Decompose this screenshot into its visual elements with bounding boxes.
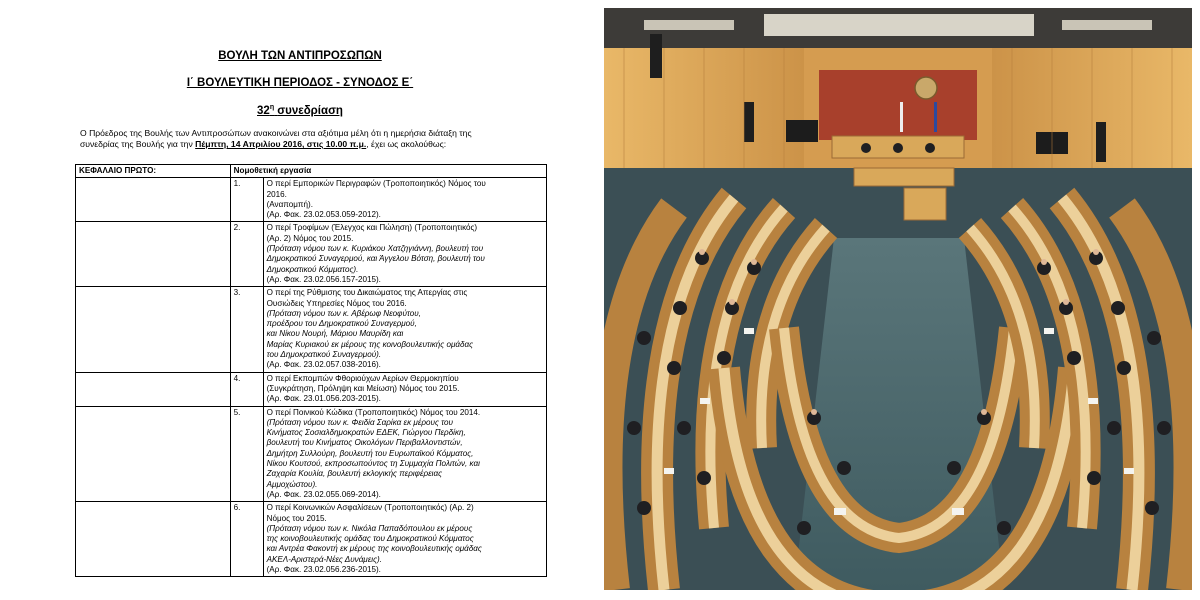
item-text: Ο περί Κοινωνικών Ασφαλίσεων (Τροποποιητικός) (Αρ. 2) Νόμος του 2015. (Πρόταση νόμου των κ. Νικόλα Παπαδόπουλου εκ μέρους της κοινοβουλευτικής ομάδας του Δημοκρατικού Κόμματος και Αντρέα Φακοντή εκ μέρους της κοινοβουλευτικής ομάδας ΑΚΕΛ-Αριστερά-Νέες Δυνάμεις). (Αρ. Φακ. 23.02.056.236-2015).: [263, 502, 546, 577]
session-label: συνεδρίαση: [277, 104, 343, 117]
red-back-panel: [819, 70, 977, 140]
emblem: [915, 77, 937, 99]
file-ref: (Αρ. Φακ. 23.02.056.157-2015).: [266, 274, 381, 284]
file-ref: (Αρ. Φακ. 23.02.055.069-2014).: [266, 489, 381, 499]
item-text: Ο περί Εμπορικών Περιγραφών (Τροποποιητικός) Νόμος του 2016. (Αναπομπή). (Αρ. Φακ. 23.02.053.059-2012).: [263, 178, 546, 222]
table-row: [76, 222, 547, 287]
item-text: Ο περί Τροφίμων (Έλεγχος και Πώληση) (Τροποποιητικός) (Αρ. 2) Νόμος του 2015. (Πρόταση νόμου των κ. Κυριάκου Χατζηγιάννη, βουλευτή του Δημοκρατικού Συναγερμού, και Άγγελου Βότση, βουλευτή του Δημοκρατικού Κόμματος). (Αρ. Φακ. 23.02.056.157-2015).: [263, 222, 546, 287]
agenda-table: [75, 164, 547, 577]
document-title: ΒΟΥΛΗ ΤΩΝ ΑΝΤΙΠΡΟΣΩΠΩΝ: [218, 50, 382, 62]
item-number: 3.: [230, 287, 263, 372]
intro-line-2-post: , έχει ως ακολούθως:: [366, 139, 447, 149]
file-ref: (Αρ. Φακ. 23.02.056.236-2015).: [266, 564, 381, 574]
file-ref: (Αρ. Φακ. 23.02.057.038-2016).: [266, 360, 381, 370]
item-text: Ο περί Εκπομπών Φθοριούχων Αερίων Θερμοκηπίου (Συγκράτηση, Πρόληψη και Μείωση) Νόμος του 2015. (Αρ. Φακ. 23.01.056.203-2015).: [263, 372, 546, 406]
section-cell: Νομοθετική εργασία: [230, 165, 546, 178]
ceiling-light-panel: [764, 14, 1034, 36]
session-sup: η: [269, 104, 275, 111]
ceiling-light-panel: [1062, 20, 1152, 30]
item-number: 6.: [230, 502, 263, 577]
flag: [934, 102, 937, 132]
table-row: [76, 502, 547, 577]
file-ref: (Αρ. Φακ. 23.02.053.059-2012).: [266, 210, 381, 220]
ceiling-light-panel: [644, 20, 734, 30]
speaker: [1096, 122, 1106, 162]
intro-line-1: Ο Πρόεδρος της Βουλής των Αντιπροσώπων ανακοινώνει στα αξιότιμα μέλη ότι η ημερήσια διάταξη της: [80, 128, 472, 138]
chamber-illustration: [604, 8, 1192, 590]
item-number: 5.: [230, 406, 263, 502]
item-number: 1.: [230, 178, 263, 222]
table-row: [76, 372, 547, 406]
item-text: Ο περί της Ρύθμισης του Δικαιώματος της Απεργίας στις Ουσιώδεις Υπηρεσίες Νόμος του 2016. (Πρόταση νόμου των κ. Αβέρωφ Νεοφύτου, προέδρου του Δημοκρατικού Συναγερμού, και Νίκου Νουρή, Μάριου Μαυρίδη και Μαρίας Κυριακού εκ μέρους της κοινοβουλευτικής ομάδας του Δημοκρατικού Συναγερμού). (Αρ. Φακ. 23.02.057.038-2016).: [263, 287, 546, 372]
speaker: [744, 102, 754, 142]
table-row: [76, 406, 547, 502]
chapter-cell: ΚΕΦΑΛΑΙΟ ΠΡΩΤΟ:: [76, 165, 231, 178]
item-text: Ο περί Ποινικού Κώδικα (Τροποποιητικός) Νόμος του 2014. (Πρόταση νόμου των κ. Φειδία Σαρίκα εκ μέρους του Κινήματος Σοσιαλδημοκρατών ΕΔΕΚ, Γιώργου Περδίκη, βουλευτή του Κινήματος Οικολόγων Περιβαλλοντιστών, Δημήτρη Συλλούρη, βουλευτή του Ευρωπαϊκού Κόμματος, Νίκου Κουτσού, εκπροσωπούντος τη Συμμαχία Πολιτών, και Ζαχαρία Κουλία, βουλευτή εκλογικής περιφέρειας Αμμοχώστου). (Αρ. Φακ. 23.02.055.069-2014).: [263, 406, 546, 502]
speaker: [650, 34, 662, 78]
wall-screen: [786, 120, 818, 142]
parliament-chamber-photo: [604, 8, 1192, 590]
intro-date: Πέμπτη, 14 Απριλίου 2016, στις 10.00 π.μ.: [195, 139, 367, 149]
table-row: [76, 287, 547, 372]
document-period: Ι΄ ΒΟΥΛΕΥΤΙΚΗ ΠΕΡΙΟΔΟΣ - ΣΥΝΟΔΟΣ Ε΄: [186, 77, 414, 89]
item-number: 2.: [230, 222, 263, 287]
file-ref: (Αρ. Φακ. 23.01.056.203-2015).: [266, 394, 381, 404]
rostrum: [904, 188, 946, 220]
flag: [900, 102, 903, 132]
table-row: [76, 178, 547, 222]
presidium-lower-desk: [854, 168, 954, 186]
table-header-row: [76, 165, 547, 178]
session-number: 32: [257, 104, 270, 117]
session-heading: [0, 104, 600, 117]
intro-paragraph: [80, 128, 548, 150]
intro-line-2-pre: συνεδρίας της Βουλής για την: [80, 139, 196, 149]
item-number: 4.: [230, 372, 263, 406]
